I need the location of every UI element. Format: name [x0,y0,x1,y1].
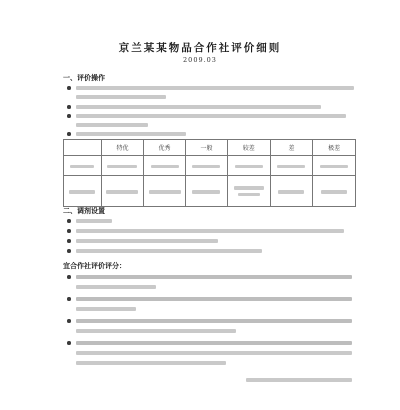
table-cell [101,156,143,176]
list-bullet [67,86,71,90]
text-line [76,123,148,127]
list-bullet [67,105,71,109]
section-heading-scoring: 宜合作社评价评分： [63,261,126,270]
list-bullet [67,319,71,323]
list-bullet [67,297,71,301]
list-bullet [67,229,71,233]
list-bullet [67,114,71,118]
table-cell [186,156,228,176]
text-line [76,249,262,253]
text-line [76,86,354,90]
text-line [76,114,346,118]
table-cell [270,176,313,207]
table-cell [101,176,143,207]
table-cell [144,156,186,176]
table-cell [144,176,186,207]
text-line [76,329,236,333]
table-header-cell: 差 [270,140,313,156]
text-line [76,95,166,99]
text-line [76,307,136,311]
list-bullet [67,239,71,243]
table-header-cell: 一般 [186,140,228,156]
table-header-cell: 特优 [101,140,143,156]
table-cell [313,176,356,207]
list-bullet [67,275,71,279]
table-cell [270,156,313,176]
table-cell [313,156,356,176]
text-line [76,275,352,279]
table-header-cell: 优秀 [144,140,186,156]
list-bullet [67,132,71,136]
table-header-cell: 较差 [227,140,270,156]
text-line [76,361,226,365]
rating-table [63,139,356,207]
text-line [76,351,352,355]
text-line [76,132,186,136]
text-line [76,319,352,323]
table-row [64,156,356,176]
table-cell [227,156,270,176]
footer-note-line [246,378,352,382]
table-header-cell [64,140,102,156]
table-cell [64,176,102,207]
document-title: 京兰某某物品合作社评价细则 [118,42,282,54]
table-row [64,176,356,207]
list-bullet [67,341,71,345]
table-cell [186,176,228,207]
document-subtitle: 2009.03 [183,56,217,64]
text-line [76,341,352,345]
text-line [76,285,156,289]
section-heading-settings: 二、调剂设置 [63,206,105,215]
table-cell [64,156,102,176]
list-bullet [67,249,71,253]
table-header-cell: 极差 [313,140,356,156]
section-heading-evaluation: 一、评价操作 [63,73,105,82]
list-bullet [67,219,71,223]
text-line [76,105,321,109]
table-cell [227,176,270,207]
text-line [76,219,112,223]
text-line [76,239,218,243]
text-line [76,229,344,233]
text-line [76,297,352,301]
table-header-row [64,140,356,156]
